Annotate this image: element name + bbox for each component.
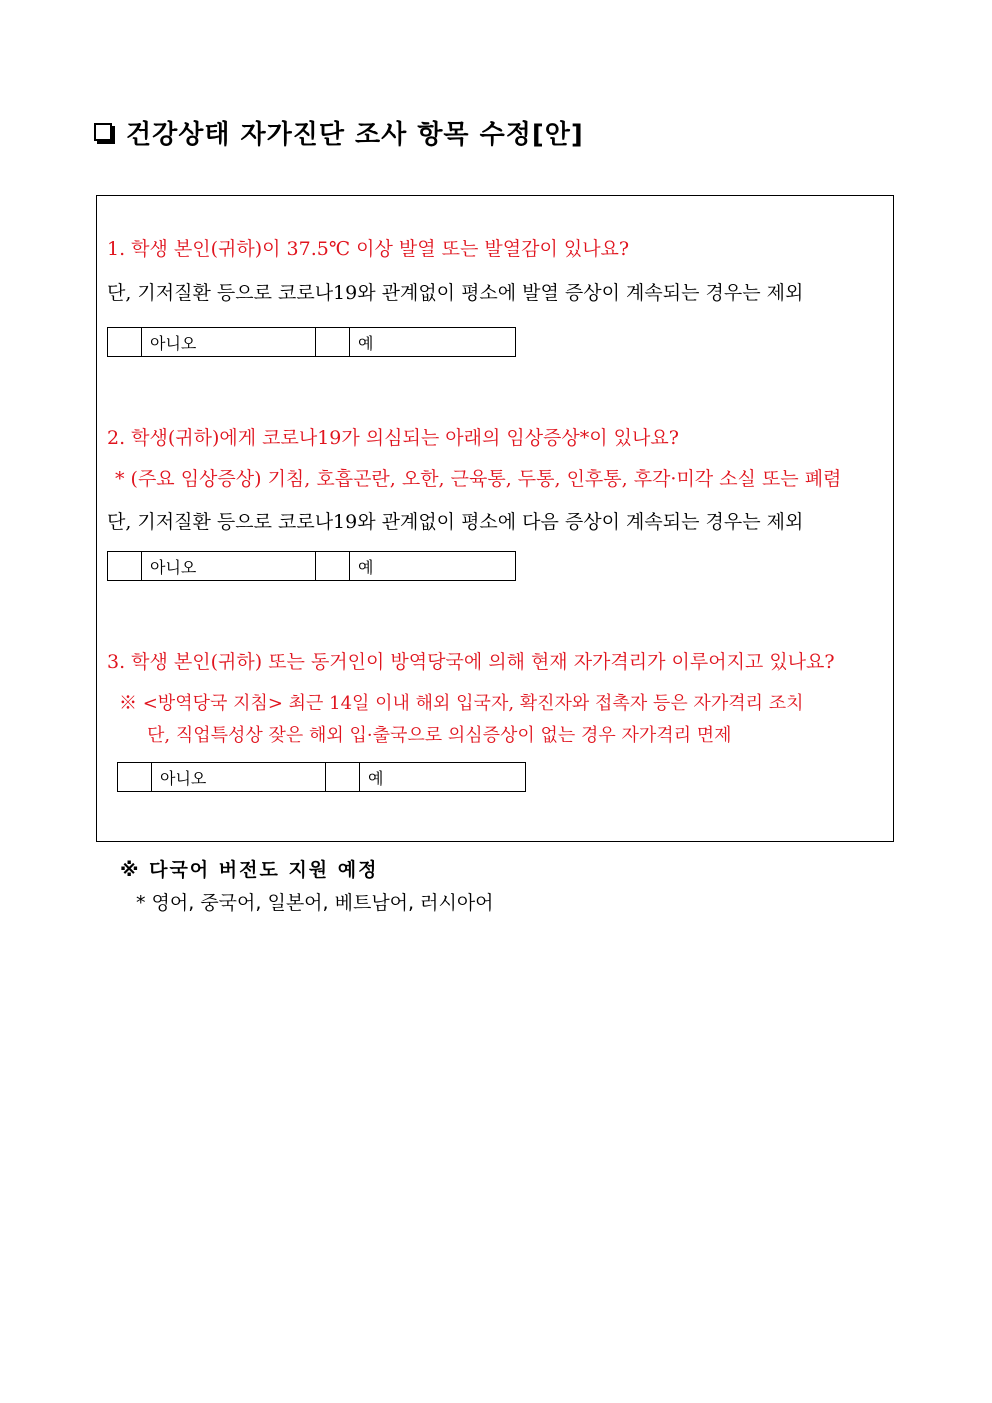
question-2-symptom-note: * (주요 임상증상) 기침, 호흡곤란, 오한, 근육통, 두통, 인후통, 후각·미각 소실 또는 폐렴 [115, 468, 842, 490]
question-3-yes-label: 예 [360, 763, 526, 792]
question-1-text: 1. 학생 본인(귀하)이 37.5℃ 이상 발열 또는 발열감이 있나요? [107, 238, 630, 260]
question-2-choices [107, 551, 516, 581]
question-1-yes-checkbox[interactable] [316, 328, 350, 357]
question-3-no-checkbox[interactable] [118, 763, 152, 792]
question-1-no-checkbox[interactable] [108, 328, 142, 357]
question-3-text: 3. 학생 본인(귀하) 또는 동거인이 방역당국에 의해 현재 자가격리가 이루어지고 있나요? [107, 651, 835, 673]
question-1-exception: 단, 기저질환 등으로 코로나19와 관계없이 평소에 발열 증상이 계속되는 경우는 제외 [107, 282, 804, 304]
page-title-text: 건강상태 자가진단 조사 항목 수정[안] [126, 119, 584, 150]
question-3-exemption-note: 단, 직업특성상 잦은 해외 입·출국으로 의심증상이 없는 경우 자가격리 면제 [147, 725, 732, 746]
question-1-choices [107, 327, 516, 357]
question-1-no-label: 아니오 [142, 328, 316, 357]
multilingual-note-title: ※ 다국어 버전도 지원 예정 [120, 859, 379, 881]
question-2-no-label: 아니오 [142, 552, 316, 581]
survey-box [96, 195, 894, 842]
multilingual-languages: * 영어, 중국어, 일본어, 베트남어, 러시아어 [136, 892, 494, 914]
question-3-guideline-note: ※ <방역당국 지침> 최근 14일 이내 해외 입국자, 확진자와 접촉자 등은 자가격리 조치 [119, 693, 804, 714]
question-2-no-checkbox[interactable] [108, 552, 142, 581]
question-1-yes-label: 예 [350, 328, 516, 357]
question-3-choices [117, 762, 526, 792]
question-2-yes-checkbox[interactable] [316, 552, 350, 581]
question-3-no-label: 아니오 [152, 763, 326, 792]
question-2-text: 2. 학생(귀하)에게 코로나19가 의심되는 아래의 임상증상*이 있나요? [107, 427, 679, 449]
question-2-exception: 단, 기저질환 등으로 코로나19와 관계없이 평소에 다음 증상이 계속되는 경우는 제외 [107, 511, 804, 533]
page-title [94, 112, 584, 152]
question-2-yes-label: 예 [350, 552, 516, 581]
checkbox-bullet-icon [94, 123, 112, 141]
question-3-yes-checkbox[interactable] [326, 763, 360, 792]
